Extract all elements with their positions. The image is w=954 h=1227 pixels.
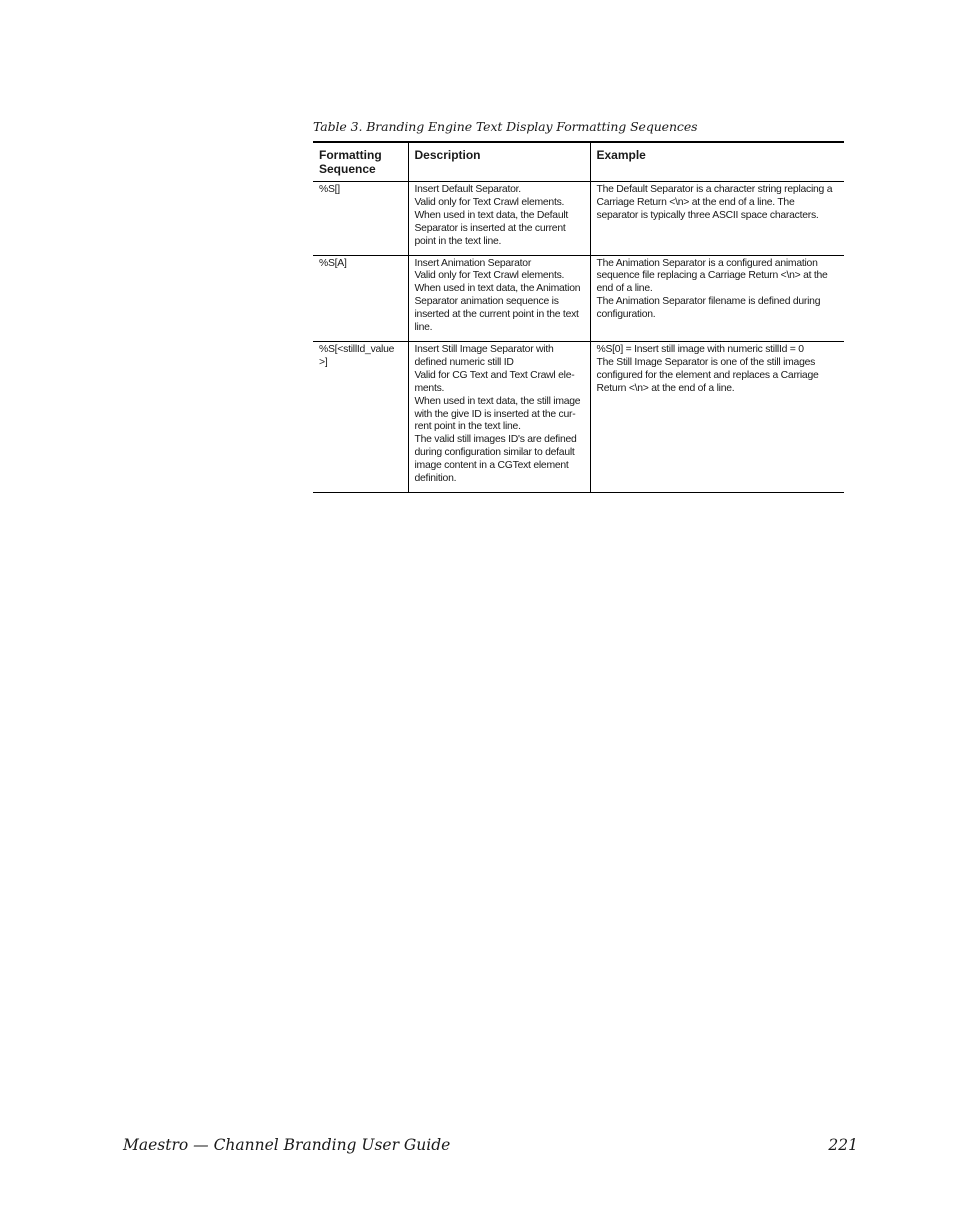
cell-example: %S[0] = Insert still image with numeric stillId = 0 The Still Image Separator is one of the still images configured for the element and replaces a Carriage Return <\n> at the end of a line. xyxy=(590,341,844,492)
cell-description: Insert Animation Separator Valid only for Text Crawl elements. When used in text data, the Animation Separator animation sequence is inserted at the current point in the text line. xyxy=(408,255,590,341)
footer-document-title: Maestro — Channel Branding User Guide xyxy=(123,1136,451,1154)
header-example: Example xyxy=(590,142,844,182)
table-row xyxy=(313,182,844,256)
footer-page-number: 221 xyxy=(828,1136,858,1154)
cell-sequence: %S[A] xyxy=(313,255,408,341)
cell-description: Insert Default Separator. Valid only for Text Crawl elements. When used in text data, the Default Separator is inserted at the current point in the text line. xyxy=(408,182,590,256)
header-formatting-sequence: Formatting Sequence xyxy=(313,142,408,182)
cell-sequence: %S[] xyxy=(313,182,408,256)
table-row xyxy=(313,255,844,341)
table-caption: Table 3. Branding Engine Text Display Formatting Sequences xyxy=(313,119,698,134)
cell-description: Insert Still Image Separator with defined numeric still ID Valid for CG Text and Text Crawl ele-ments. When used in text data, the still image with the give ID is inserted at the cur-rent point in the text line. The valid still images ID's are defined during configuration similar to default image content in a CGText element definition. xyxy=(408,341,590,492)
formatting-sequences-table xyxy=(313,141,844,493)
table-header-row xyxy=(313,142,844,182)
table-row xyxy=(313,341,844,492)
cell-example: The Animation Separator is a configured animation sequence file replacing a Carriage Return <\n> at the end of a line. The Animation Separator filename is defined during configuration. xyxy=(590,255,844,341)
cell-example: The Default Separator is a character string replacing a Carriage Return <\n> at the end of a line. The separator is typically three ASCII space characters. xyxy=(590,182,844,256)
cell-sequence: %S[<stillId_value>] xyxy=(313,341,408,492)
header-description: Description xyxy=(408,142,590,182)
